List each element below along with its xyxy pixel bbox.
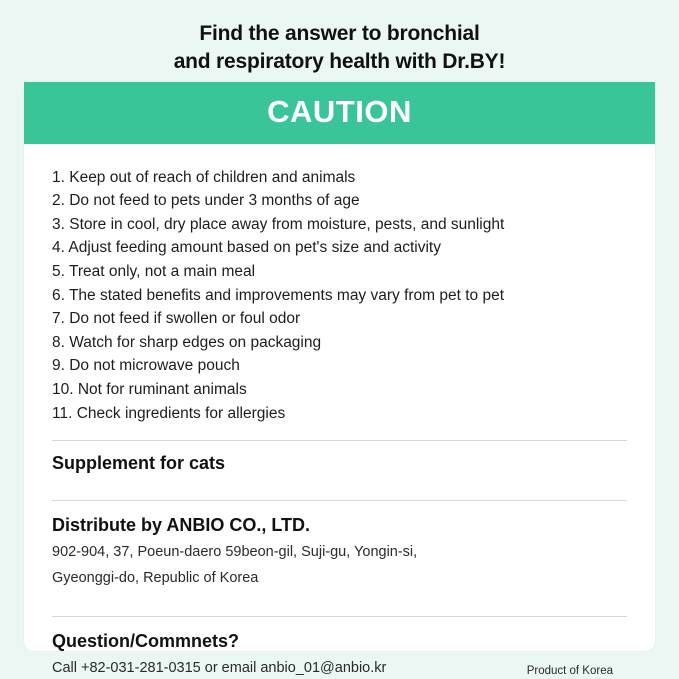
list-item: 4. Adjust feeding amount based on pet's size and activity <box>52 239 441 257</box>
supplement-section <box>52 441 627 486</box>
distributor-title: Distribute by ANBIO CO., LTD. <box>52 514 311 535</box>
contact-text: Call +82-031-281-0315 or email anbio_01@anbio.kr <box>52 659 387 676</box>
list-item: 6. The stated benefits and improvements may vary from pet to pet <box>52 286 505 304</box>
question-title: Question/Commnets? <box>52 630 240 651</box>
list-item: 5. Treat only, not a main meal <box>52 262 256 280</box>
list-item: 2. Do not feed to pets under 3 months of age <box>52 192 360 210</box>
caution-list <box>52 166 627 426</box>
list-item: 10. Not for ruminant animals <box>52 380 247 398</box>
list-item: 1. Keep out of reach of children and animals <box>52 168 356 186</box>
caution-card <box>24 82 655 677</box>
product-of-korea-label: Product of Korea <box>526 664 613 677</box>
page-title-line-1: Find the answer to bronchial <box>199 22 480 45</box>
question-section <box>52 617 627 678</box>
caution-card-body <box>24 144 655 678</box>
distributor-address-line-1: 902-904, 37, Poeun-daero 59beon-gil, Suji-gu, Yongin-si, <box>52 543 418 560</box>
list-item: 3. Store in cool, dry place away from moisture, pests, and sunlight <box>52 215 505 233</box>
question-contact-row <box>52 652 627 678</box>
supplement-title: Supplement for cats <box>52 452 226 473</box>
list-item: 7. Do not feed if swollen or foul odor <box>52 310 301 328</box>
distributor-address-line-2: Gyeonggi-do, Republic of Korea <box>52 569 259 586</box>
distributor-section <box>52 501 627 602</box>
list-item: 11. Check ingredients for allergies <box>52 404 286 422</box>
list-item: 9. Do not microwave pouch <box>52 357 240 375</box>
page-title <box>0 0 679 75</box>
caution-card-header: CAUTION <box>24 82 655 144</box>
page-title-line-2: and respiratory health with Dr.BY! <box>173 49 506 73</box>
list-item: 8. Watch for sharp edges on packaging <box>52 333 322 351</box>
